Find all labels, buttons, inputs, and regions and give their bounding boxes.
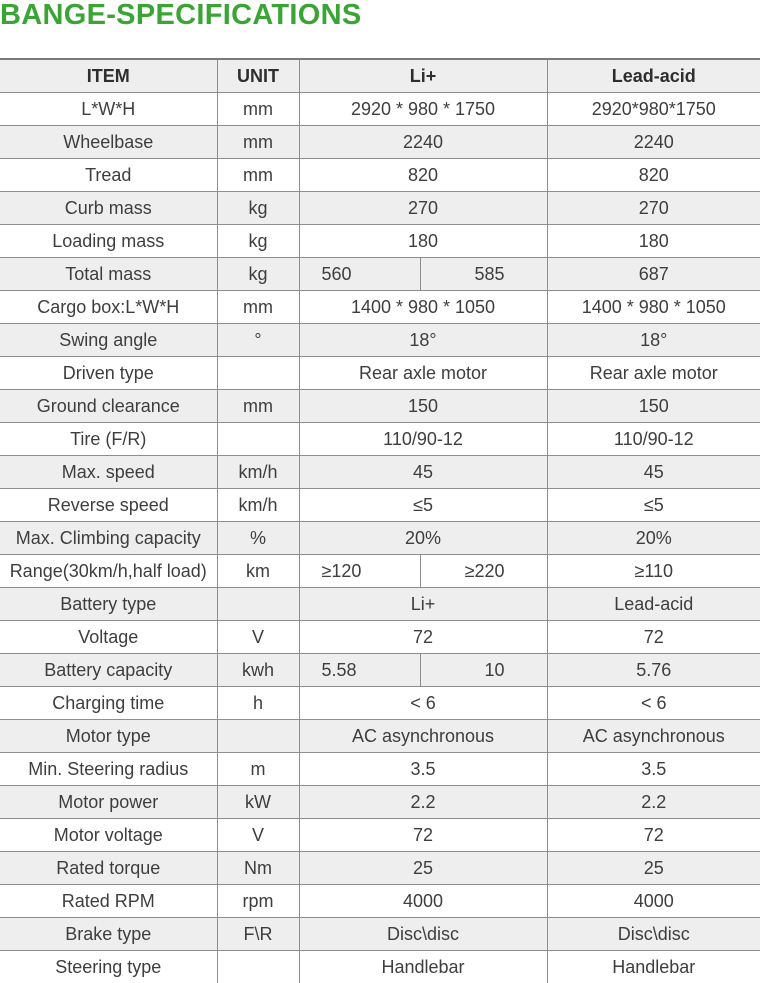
table-row (0, 720, 760, 753)
header-li: Li+ (299, 59, 547, 93)
unit-cell (217, 588, 299, 621)
lead-acid-value-cell: 18° (547, 324, 760, 357)
table-row (0, 852, 760, 885)
header-lead-acid: Lead-acid (547, 59, 760, 93)
li-value-cell: 2.2 (299, 786, 547, 819)
lead-acid-value-cell: 2.2 (547, 786, 760, 819)
li-value-cell: 180 (299, 225, 547, 258)
unit-cell: kg (217, 225, 299, 258)
item-cell: Rated RPM (0, 885, 217, 918)
lead-acid-value-cell: 45 (547, 456, 760, 489)
li-value-cell: ≤5 (299, 489, 547, 522)
table-row (0, 390, 760, 423)
unit-cell: mm (217, 93, 299, 126)
table-row (0, 687, 760, 720)
li-value-cell: 560 (299, 258, 420, 291)
li-value-cell: Disc\disc (299, 918, 547, 951)
lead-acid-value-cell: ≥110 (547, 555, 760, 588)
table-row (0, 588, 760, 621)
unit-cell: mm (217, 390, 299, 423)
unit-cell: F\R (217, 918, 299, 951)
lead-acid-value-cell: 72 (547, 819, 760, 852)
item-cell: Range(30km/h,half load) (0, 555, 217, 588)
table-row (0, 324, 760, 357)
lead-acid-value-cell: 110/90-12 (547, 423, 760, 456)
li-value-cell: ≥120 (299, 555, 420, 588)
item-cell: Loading mass (0, 225, 217, 258)
table-row (0, 291, 760, 324)
lead-acid-value-cell: 4000 (547, 885, 760, 918)
lead-acid-value-cell: < 6 (547, 687, 760, 720)
li-value-cell: 45 (299, 456, 547, 489)
item-cell: Swing angle (0, 324, 217, 357)
item-cell: Max. Climbing capacity (0, 522, 217, 555)
lead-acid-value-cell: 1400 * 980 * 1050 (547, 291, 760, 324)
li-value-cell: 20% (299, 522, 547, 555)
li-value-cell: Rear axle motor (299, 357, 547, 390)
lead-acid-value-cell: AC asynchronous (547, 720, 760, 753)
lead-acid-value-cell: 5.76 (547, 654, 760, 687)
item-cell: Battery type (0, 588, 217, 621)
li-value-cell: 1400 * 980 * 1050 (299, 291, 547, 324)
li-value-cell: 25 (299, 852, 547, 885)
li-value-cell: ≥220 (420, 555, 547, 588)
item-cell: Cargo box:L*W*H (0, 291, 217, 324)
header-row (0, 59, 760, 93)
table-row (0, 225, 760, 258)
unit-cell: mm (217, 159, 299, 192)
lead-acid-value-cell: 180 (547, 225, 760, 258)
li-value-cell: Handlebar (299, 951, 547, 983)
item-cell: Reverse speed (0, 489, 217, 522)
li-value-cell: 3.5 (299, 753, 547, 786)
table-row (0, 357, 760, 390)
specifications-table (0, 58, 760, 983)
item-cell: L*W*H (0, 93, 217, 126)
lead-acid-value-cell: ≤5 (547, 489, 760, 522)
unit-cell (217, 423, 299, 456)
item-cell: Motor power (0, 786, 217, 819)
unit-cell: km/h (217, 456, 299, 489)
unit-cell: % (217, 522, 299, 555)
table-row (0, 489, 760, 522)
li-value-cell: 820 (299, 159, 547, 192)
table-row (0, 258, 760, 291)
lead-acid-value-cell: 150 (547, 390, 760, 423)
table-row (0, 753, 760, 786)
item-cell: Brake type (0, 918, 217, 951)
lead-acid-value-cell: 2920*980*1750 (547, 93, 760, 126)
item-cell: Max. speed (0, 456, 217, 489)
table-row (0, 621, 760, 654)
item-cell: Min. Steering radius (0, 753, 217, 786)
li-value-cell: 2240 (299, 126, 547, 159)
item-cell: Motor voltage (0, 819, 217, 852)
li-value-cell: 150 (299, 390, 547, 423)
li-value-cell: 270 (299, 192, 547, 225)
table-row (0, 555, 760, 588)
unit-cell: km (217, 555, 299, 588)
item-cell: Voltage (0, 621, 217, 654)
unit-cell: V (217, 621, 299, 654)
item-cell: Charging time (0, 687, 217, 720)
table-row (0, 819, 760, 852)
lead-acid-value-cell: 72 (547, 621, 760, 654)
table-row (0, 126, 760, 159)
lead-acid-value-cell: 3.5 (547, 753, 760, 786)
table-row (0, 93, 760, 126)
unit-cell: kW (217, 786, 299, 819)
table-row (0, 654, 760, 687)
li-value-cell: < 6 (299, 687, 547, 720)
item-cell: Motor type (0, 720, 217, 753)
item-cell: Rated torque (0, 852, 217, 885)
unit-cell (217, 357, 299, 390)
unit-cell: m (217, 753, 299, 786)
lead-acid-value-cell: Rear axle motor (547, 357, 760, 390)
table-row (0, 786, 760, 819)
lead-acid-value-cell: 2240 (547, 126, 760, 159)
li-value-cell: 585 (420, 258, 547, 291)
item-cell: Wheelbase (0, 126, 217, 159)
table-row (0, 918, 760, 951)
li-value-cell: 4000 (299, 885, 547, 918)
header-unit: UNIT (217, 59, 299, 93)
table-row (0, 522, 760, 555)
lead-acid-value-cell: 270 (547, 192, 760, 225)
li-value-cell: AC asynchronous (299, 720, 547, 753)
item-cell: Tire (F/R) (0, 423, 217, 456)
unit-cell: kwh (217, 654, 299, 687)
page-title: BANGE-SPECIFICATIONS (0, 0, 362, 36)
table-row (0, 423, 760, 456)
item-cell: Driven type (0, 357, 217, 390)
header-item: ITEM (0, 59, 217, 93)
item-cell: Curb mass (0, 192, 217, 225)
li-value-cell: 110/90-12 (299, 423, 547, 456)
lead-acid-value-cell: Disc\disc (547, 918, 760, 951)
li-value-cell: 72 (299, 819, 547, 852)
unit-cell: h (217, 687, 299, 720)
item-cell: Battery capacity (0, 654, 217, 687)
lead-acid-value-cell: 820 (547, 159, 760, 192)
table-row (0, 456, 760, 489)
unit-cell (217, 720, 299, 753)
lead-acid-value-cell: 20% (547, 522, 760, 555)
item-cell: Tread (0, 159, 217, 192)
li-value-cell: 72 (299, 621, 547, 654)
lead-acid-value-cell: Lead-acid (547, 588, 760, 621)
table-row (0, 192, 760, 225)
li-value-cell: Li+ (299, 588, 547, 621)
table-row (0, 885, 760, 918)
unit-cell: rpm (217, 885, 299, 918)
unit-cell: km/h (217, 489, 299, 522)
li-value-cell: 5.58 (299, 654, 420, 687)
li-value-cell: 2920 * 980 * 1750 (299, 93, 547, 126)
li-value-cell: 10 (420, 654, 547, 687)
table-row (0, 159, 760, 192)
unit-cell: kg (217, 258, 299, 291)
unit-cell: ° (217, 324, 299, 357)
unit-cell: kg (217, 192, 299, 225)
item-cell: Ground clearance (0, 390, 217, 423)
table-row (0, 951, 760, 983)
unit-cell (217, 951, 299, 983)
item-cell: Total mass (0, 258, 217, 291)
unit-cell: V (217, 819, 299, 852)
lead-acid-value-cell: 25 (547, 852, 760, 885)
li-value-cell: 18° (299, 324, 547, 357)
lead-acid-value-cell: Handlebar (547, 951, 760, 983)
lead-acid-value-cell: 687 (547, 258, 760, 291)
unit-cell: mm (217, 291, 299, 324)
unit-cell: mm (217, 126, 299, 159)
unit-cell: Nm (217, 852, 299, 885)
item-cell: Steering type (0, 951, 217, 983)
